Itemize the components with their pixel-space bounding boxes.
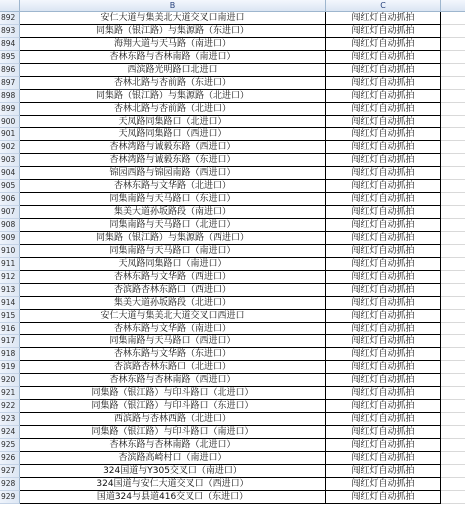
row-number[interactable]: 895	[0, 51, 20, 64]
row-number[interactable]: 927	[0, 465, 20, 478]
location-cell[interactable]: 杏林东路与文华路（北进口）	[20, 180, 326, 193]
row-number[interactable]: 925	[0, 439, 20, 452]
capture-type-cell[interactable]: 闯红灯自动抓拍	[326, 25, 441, 38]
capture-type-cell[interactable]: 闯红灯自动抓拍	[326, 141, 441, 154]
empty-cell[interactable]	[441, 439, 465, 452]
table-row	[0, 452, 465, 465]
location-cell[interactable]: 天凤路同集路口（西进口）	[20, 128, 326, 141]
location-cell[interactable]: 同集路（银江路）与集源路（西进口）	[20, 232, 326, 245]
table-row	[0, 154, 465, 167]
location-cell[interactable]: 国道324与县道416交叉口（东进口）	[20, 491, 326, 504]
column-header-b[interactable]: B	[20, 0, 326, 11]
location-cell[interactable]: 同集路（银江路）与印斗路口（东进口）	[20, 400, 326, 413]
table-row	[0, 413, 465, 426]
row-number[interactable]: 902	[0, 141, 20, 154]
table-row	[0, 335, 465, 348]
empty-cell[interactable]	[441, 374, 465, 387]
empty-cell[interactable]	[441, 400, 465, 413]
location-cell[interactable]: 杏林东路与杏林南路（南进口）	[20, 51, 326, 64]
empty-cell[interactable]	[441, 77, 465, 90]
empty-cell[interactable]	[441, 310, 465, 323]
location-cell[interactable]: 杏滨路高崎村口（南进口）	[20, 452, 326, 465]
row-number[interactable]: 907	[0, 206, 20, 219]
row-number[interactable]: 923	[0, 413, 20, 426]
capture-type-cell[interactable]: 闯红灯自动抓拍	[326, 478, 441, 491]
select-all-corner[interactable]	[0, 0, 20, 11]
table-row	[0, 12, 465, 25]
empty-cell[interactable]	[441, 284, 465, 297]
location-cell[interactable]: 同集路（银江路）与印斗路口（南进口）	[20, 426, 326, 439]
location-cell[interactable]: 杏林湾路与诚毅东路（东进口）	[20, 154, 326, 167]
table-row	[0, 51, 465, 64]
empty-cell[interactable]	[441, 335, 465, 348]
capture-type-cell[interactable]: 闯红灯自动抓拍	[326, 193, 441, 206]
empty-cell[interactable]	[441, 51, 465, 64]
row-number[interactable]: 909	[0, 232, 20, 245]
location-cell[interactable]: 杏林湾路与诚毅东路（西进口）	[20, 141, 326, 154]
column-header-d[interactable]	[441, 0, 465, 11]
location-cell[interactable]: 集美大道孙坂路段（北进口）	[20, 297, 326, 310]
location-cell[interactable]: 324国道与Y305交叉口（南进口）	[20, 465, 326, 478]
capture-type-cell[interactable]: 闯红灯自动抓拍	[326, 12, 441, 25]
row-number[interactable]: 913	[0, 284, 20, 297]
row-number[interactable]: 916	[0, 323, 20, 336]
row-number[interactable]: 924	[0, 426, 20, 439]
empty-cell[interactable]	[441, 193, 465, 206]
row-number[interactable]: 894	[0, 38, 20, 51]
empty-cell[interactable]	[441, 491, 465, 504]
capture-type-cell[interactable]: 闯红灯自动抓拍	[326, 245, 441, 258]
table-row	[0, 348, 465, 361]
empty-cell[interactable]	[441, 245, 465, 258]
capture-type-cell[interactable]: 闯红灯自动抓拍	[326, 465, 441, 478]
row-number[interactable]: 903	[0, 154, 20, 167]
capture-type-cell[interactable]: 闯红灯自动抓拍	[326, 258, 441, 271]
row-number[interactable]: 920	[0, 374, 20, 387]
capture-type-cell[interactable]: 闯红灯自动抓拍	[326, 271, 441, 284]
location-cell[interactable]: 同集路（银江路）与集源路（东进口）	[20, 25, 326, 38]
row-number[interactable]: 911	[0, 258, 20, 271]
empty-cell[interactable]	[441, 323, 465, 336]
empty-cell[interactable]	[441, 219, 465, 232]
capture-type-cell[interactable]: 闯红灯自动抓拍	[326, 348, 441, 361]
table-row	[0, 491, 465, 504]
row-number[interactable]: 900	[0, 116, 20, 129]
row-number[interactable]: 910	[0, 245, 20, 258]
table-row	[0, 116, 465, 129]
capture-type-cell[interactable]: 闯红灯自动抓拍	[326, 116, 441, 129]
capture-type-cell[interactable]: 闯红灯自动抓拍	[326, 90, 441, 103]
table-row	[0, 38, 465, 51]
table-row	[0, 387, 465, 400]
empty-cell[interactable]	[441, 25, 465, 38]
row-number[interactable]: 912	[0, 271, 20, 284]
table-row	[0, 232, 465, 245]
capture-type-cell[interactable]: 闯红灯自动抓拍	[326, 232, 441, 245]
capture-type-cell[interactable]: 闯红灯自动抓拍	[326, 38, 441, 51]
capture-type-cell[interactable]: 闯红灯自动抓拍	[326, 128, 441, 141]
location-cell[interactable]: 杏滨路杏林东路口（北进口）	[20, 361, 326, 374]
capture-type-cell[interactable]: 闯红灯自动抓拍	[326, 374, 441, 387]
capture-type-cell[interactable]: 闯红灯自动抓拍	[326, 426, 441, 439]
row-number[interactable]: 921	[0, 387, 20, 400]
table-row	[0, 374, 465, 387]
column-header-bar	[0, 0, 465, 12]
empty-cell[interactable]	[441, 426, 465, 439]
empty-cell[interactable]	[441, 387, 465, 400]
table-row	[0, 245, 465, 258]
location-cell[interactable]: 同集南路与天马路口（西进口）	[20, 335, 326, 348]
table-row	[0, 90, 465, 103]
location-cell[interactable]: 同集南路与天马路口（南进口）	[20, 245, 326, 258]
row-number[interactable]: 892	[0, 12, 20, 25]
table-row	[0, 465, 465, 478]
row-number[interactable]: 898	[0, 90, 20, 103]
empty-cell[interactable]	[441, 297, 465, 310]
empty-cell[interactable]	[441, 154, 465, 167]
location-cell[interactable]: 锦园西路与锦园南路（西进口）	[20, 167, 326, 180]
table-row	[0, 103, 465, 116]
row-number[interactable]: 914	[0, 297, 20, 310]
location-cell[interactable]: 同集路（银江路）与集源路（北进口）	[20, 90, 326, 103]
location-cell[interactable]: 天凤路同集路口（北进口）	[20, 116, 326, 129]
capture-type-cell[interactable]: 闯红灯自动抓拍	[326, 439, 441, 452]
empty-cell[interactable]	[441, 258, 465, 271]
empty-cell[interactable]	[441, 12, 465, 25]
empty-cell[interactable]	[441, 232, 465, 245]
location-cell[interactable]: 西滨路与杏林西路（北进口）	[20, 413, 326, 426]
row-number[interactable]: 899	[0, 103, 20, 116]
capture-type-cell[interactable]: 闯红灯自动抓拍	[326, 77, 441, 90]
table-row	[0, 426, 465, 439]
capture-type-cell[interactable]: 闯红灯自动抓拍	[326, 361, 441, 374]
capture-type-cell[interactable]: 闯红灯自动抓拍	[326, 452, 441, 465]
location-cell[interactable]: 同集路（银江路）与印斗路口（北进口）	[20, 387, 326, 400]
table-row	[0, 323, 465, 336]
location-cell[interactable]: 杏林东路与文华路（南进口）	[20, 323, 326, 336]
location-cell[interactable]: 杏滨路杏林东路口（西进口）	[20, 284, 326, 297]
empty-cell[interactable]	[441, 452, 465, 465]
location-cell[interactable]: 杏林东路与文华路（西进口）	[20, 271, 326, 284]
capture-type-cell[interactable]: 闯红灯自动抓拍	[326, 491, 441, 504]
empty-cell[interactable]	[441, 271, 465, 284]
capture-type-cell[interactable]: 闯红灯自动抓拍	[326, 413, 441, 426]
table-row	[0, 167, 465, 180]
empty-cell[interactable]	[441, 465, 465, 478]
row-number[interactable]: 922	[0, 400, 20, 413]
empty-cell[interactable]	[441, 90, 465, 103]
row-number[interactable]: 906	[0, 193, 20, 206]
capture-type-cell[interactable]: 闯红灯自动抓拍	[326, 400, 441, 413]
capture-type-cell[interactable]: 闯红灯自动抓拍	[326, 167, 441, 180]
row-number[interactable]: 928	[0, 478, 20, 491]
location-cell[interactable]: 杏林北路与杏前路（东进口）	[20, 77, 326, 90]
row-number[interactable]: 917	[0, 335, 20, 348]
row-number[interactable]: 929	[0, 491, 20, 504]
capture-type-cell[interactable]: 闯红灯自动抓拍	[326, 206, 441, 219]
capture-type-cell[interactable]: 闯红灯自动抓拍	[326, 103, 441, 116]
column-header-c[interactable]: C	[326, 0, 441, 11]
table-row	[0, 193, 465, 206]
location-cell[interactable]: 安仁大道与集美北大道交叉口南进口	[20, 12, 326, 25]
row-number[interactable]: 893	[0, 25, 20, 38]
table-row	[0, 64, 465, 77]
location-cell[interactable]: 324国道与安仁大道交叉口（西进口）	[20, 478, 326, 491]
location-cell[interactable]: 集美大道孙坂路段（南进口）	[20, 206, 326, 219]
location-cell[interactable]: 杏林东路与杏林南路（北进口）	[20, 439, 326, 452]
row-number[interactable]: 901	[0, 128, 20, 141]
table-row	[0, 310, 465, 323]
capture-type-cell[interactable]: 闯红灯自动抓拍	[326, 154, 441, 167]
capture-type-cell[interactable]: 闯红灯自动抓拍	[326, 51, 441, 64]
empty-cell[interactable]	[441, 64, 465, 77]
table-row	[0, 439, 465, 452]
table-row	[0, 128, 465, 141]
location-cell[interactable]: 杏林北路与杏前路（北进口）	[20, 103, 326, 116]
empty-cell[interactable]	[441, 361, 465, 374]
empty-cell[interactable]	[441, 206, 465, 219]
capture-type-cell[interactable]: 闯红灯自动抓拍	[326, 64, 441, 77]
grid-rows	[0, 12, 465, 504]
table-row	[0, 284, 465, 297]
location-cell[interactable]: 同集南路与天马路口（北进口）	[20, 219, 326, 232]
empty-cell[interactable]	[441, 116, 465, 129]
capture-type-cell[interactable]: 闯红灯自动抓拍	[326, 219, 441, 232]
table-row	[0, 180, 465, 193]
capture-type-cell[interactable]: 闯红灯自动抓拍	[326, 387, 441, 400]
capture-type-cell[interactable]: 闯红灯自动抓拍	[326, 335, 441, 348]
capture-type-cell[interactable]: 闯红灯自动抓拍	[326, 323, 441, 336]
empty-cell[interactable]	[441, 167, 465, 180]
empty-cell[interactable]	[441, 478, 465, 491]
row-number[interactable]: 908	[0, 219, 20, 232]
empty-cell[interactable]	[441, 348, 465, 361]
location-cell[interactable]: 杏林东路与杏林南路（西进口）	[20, 374, 326, 387]
table-row	[0, 297, 465, 310]
table-row	[0, 478, 465, 491]
row-number[interactable]: 904	[0, 167, 20, 180]
empty-cell[interactable]	[441, 413, 465, 426]
table-row	[0, 141, 465, 154]
location-cell[interactable]: 杏林东路与文华路（东进口）	[20, 348, 326, 361]
location-cell[interactable]: 同集南路与天马路口（东进口）	[20, 193, 326, 206]
location-cell[interactable]: 天凤路同集路口（南进口）	[20, 258, 326, 271]
empty-cell[interactable]	[441, 180, 465, 193]
capture-type-cell[interactable]: 闯红灯自动抓拍	[326, 180, 441, 193]
row-number[interactable]: 915	[0, 310, 20, 323]
empty-cell[interactable]	[441, 103, 465, 116]
row-number[interactable]: 896	[0, 64, 20, 77]
location-cell[interactable]: 海翔大道与天马路（南进口）	[20, 38, 326, 51]
table-row	[0, 77, 465, 90]
table-row	[0, 400, 465, 413]
table-row	[0, 361, 465, 374]
capture-type-cell[interactable]: 闯红灯自动抓拍	[326, 284, 441, 297]
row-number[interactable]: 905	[0, 180, 20, 193]
table-row	[0, 258, 465, 271]
row-number[interactable]: 926	[0, 452, 20, 465]
capture-type-cell[interactable]: 闯红灯自动抓拍	[326, 310, 441, 323]
table-row	[0, 219, 465, 232]
empty-cell[interactable]	[441, 141, 465, 154]
row-number[interactable]: 919	[0, 361, 20, 374]
capture-type-cell[interactable]: 闯红灯自动抓拍	[326, 297, 441, 310]
table-row	[0, 271, 465, 284]
empty-cell[interactable]	[441, 38, 465, 51]
empty-cell[interactable]	[441, 128, 465, 141]
row-number[interactable]: 918	[0, 348, 20, 361]
location-cell[interactable]: 安仁大道与集美北大道交叉口西进口	[20, 310, 326, 323]
row-number[interactable]: 897	[0, 77, 20, 90]
table-row	[0, 206, 465, 219]
location-cell[interactable]: 西滨路光明路口北进口	[20, 64, 326, 77]
table-row	[0, 25, 465, 38]
